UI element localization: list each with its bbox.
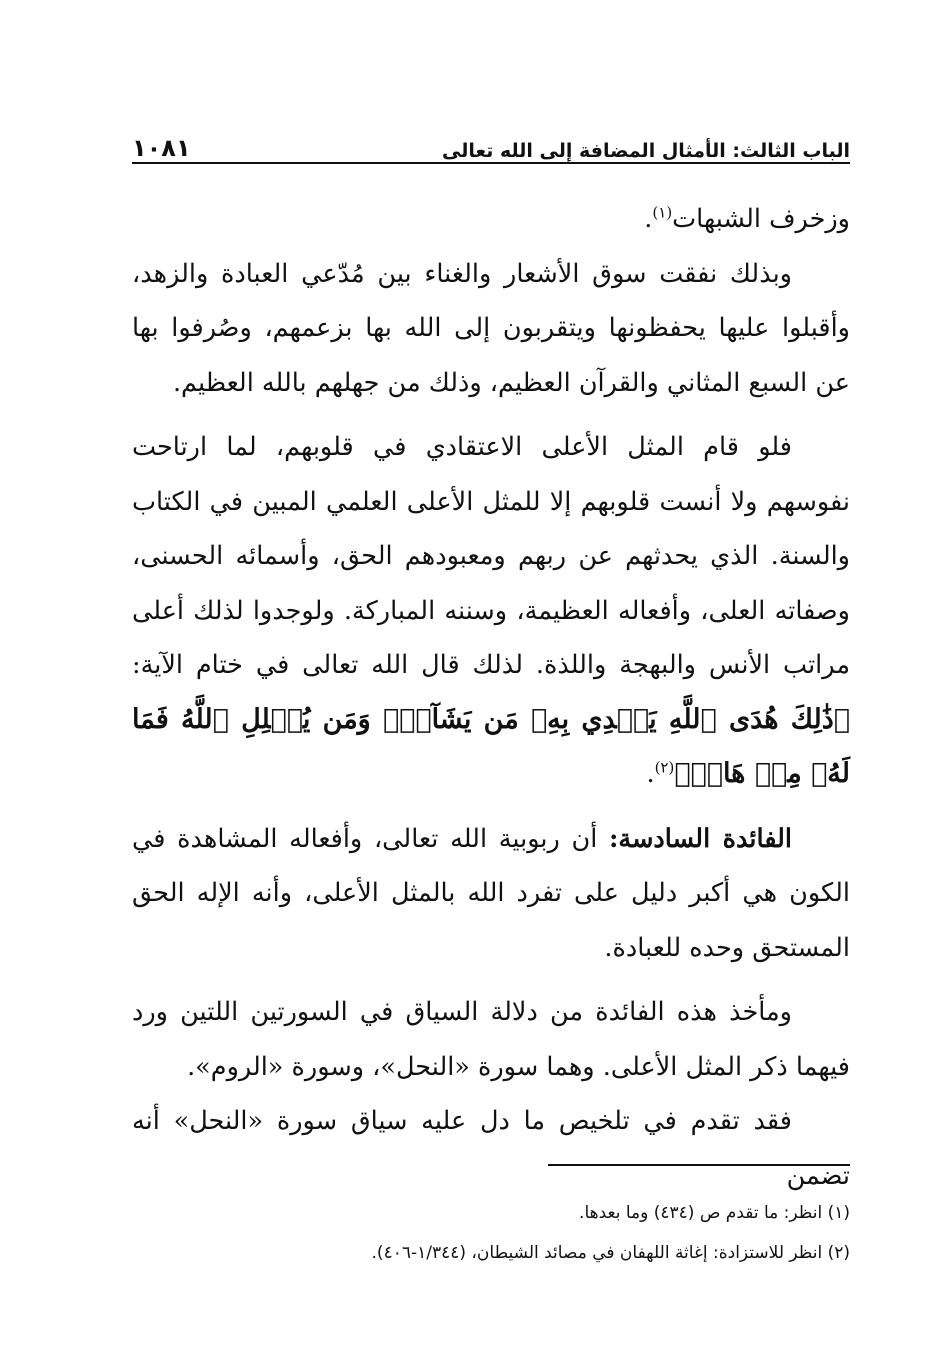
paragraph-4 <box>132 812 850 976</box>
paragraph-1-text: وزخرف الشبهات <box>672 204 850 234</box>
running-header <box>132 122 850 162</box>
paragraph-5: ومأخذ هذه الفائدة من دلالة السياق في السورتين اللتين ورد فيهما ذكر المثل الأعلى. وهما سورة «النحل»، وسورة «الروم». <box>132 997 850 1082</box>
paragraph-4-text: أن ربوبية الله تعالى، وأفعاله المشاهدة في الكون هي أكبر دليل على تفرد الله بالمثل الأعلى، وأنه الإله الحق المستحق وحده للعبادة. <box>132 823 850 963</box>
benefit-heading: الفائدة السادسة: <box>608 823 792 854</box>
header-rule <box>132 162 850 164</box>
paragraph-6: فقد تقدم في تلخيص ما دل عليه سياق سورة «النحل» أنه تضمن <box>132 1106 850 1191</box>
chapter-title: الباب الثالث: الأمثال المضافة إلى الله تعالى <box>442 140 850 162</box>
footnote-ref-2[interactable]: (٢) <box>654 758 675 777</box>
quran-verse: ﴿ذَٰلِكَ هُدَى ٱللَّهِ يَهۡدِي بِهِۦ مَن يَشَآءُۚ وَمَن يُضۡلِلِ ٱللَّهُ فَمَا لَهُۥ مِنۡ هَادٖ﴾ <box>132 703 850 789</box>
page-number: ١٠٨١ <box>132 134 191 162</box>
paragraph-3-text: فلو قام المثل الأعلى الاعتقادي في قلوبهم، لما ارتاحت نفوسهم ولا أنست قلوبهم إلا للمثل الأعلى العلمي المبين في الكتاب والسنة. الذي يحدثهم عن ربهم ومعبودهم الحق، وأسمائه الحسنى، وصفاته العلى، وأفعاله العظيمة، وسننه المباركة. ولوجدوا لذلك أعلى مراتب الأنس والبهجة واللذة. لذلك قال الله تعالى في ختام الآية: <box>132 432 850 680</box>
paragraph-3 <box>132 420 850 802</box>
footnote-separator <box>548 1164 850 1166</box>
main-text <box>132 192 850 1203</box>
footnotes <box>132 1193 850 1273</box>
footnote-1: (١) انظر: ما تقدم ص (٤٣٤) وما بعدها. <box>579 1203 850 1223</box>
paragraph-1-end: . <box>644 204 653 234</box>
footnote-2: (٢) انظر للاستزادة: إغاثة اللهفان في مصائد الشيطان، (١/٣٤٤-٤٠٦). <box>371 1243 850 1263</box>
paragraph-1 <box>132 192 850 247</box>
footnote-ref-1[interactable]: (١) <box>652 203 673 222</box>
paragraph-3-end: . <box>646 759 655 789</box>
paragraph-2: وبذلك نفقت سوق الأشعار والغناء بين مُدّعي العبادة والزهد، وأقبلوا عليها يحفظونها ويتقربون إلى الله بها بزعمهم، وصُرفوا بها عن السبع المثاني والقرآن العظيم، وذلك من جهلهم بالله العظيم. <box>132 258 850 398</box>
